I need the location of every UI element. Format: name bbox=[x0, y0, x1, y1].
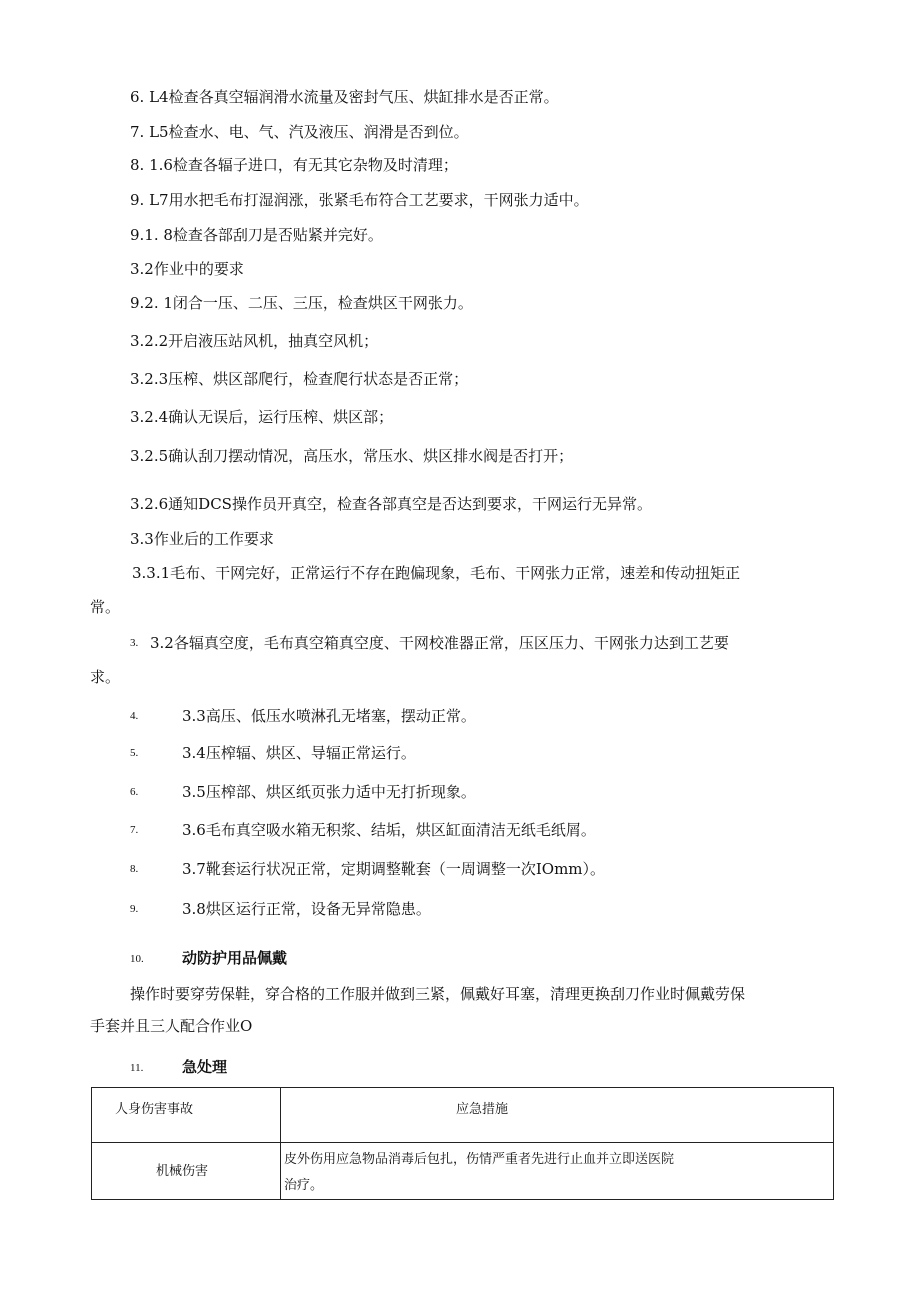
item-line: 3.2.4确认无误后，运行压榨、烘区部； bbox=[130, 408, 394, 426]
item-line: 3.2.2开启液压站风机，抽真空风机； bbox=[130, 332, 379, 350]
table-header-cell bbox=[281, 1088, 834, 1143]
header-measures: 应急措施 bbox=[456, 1102, 509, 1117]
table-cell bbox=[281, 1143, 834, 1200]
item-line: 9.2. 1闭合一压、二压、三压，检查烘区干网张力。 bbox=[130, 294, 473, 312]
item-line: 8. 1.6检查各辐子进口，有无其它杂物及时清理； bbox=[130, 156, 458, 174]
paragraph-line: 操作时要穿劳保鞋，穿合格的工作服并做到三紧，佩戴好耳塞，清理更换刮刀作业时佩戴劳保 bbox=[130, 985, 746, 1003]
item-line-cont: 求。 bbox=[90, 668, 121, 686]
section-heading: 3.2作业中的要求 bbox=[130, 260, 244, 278]
section-heading: 3.3作业后的工作要求 bbox=[130, 530, 274, 548]
item-line: 3.2.3压榨、烘区部爬行，检查爬行状态是否正常； bbox=[130, 370, 469, 388]
injury-type: 机械伤害 bbox=[156, 1164, 209, 1179]
list-number: 5. bbox=[130, 747, 139, 759]
item-line: 3.5压榨部、烘区纸页张力适中无打折现象。 bbox=[182, 783, 476, 801]
header-injury-type: 人身伤害事故 bbox=[115, 1102, 194, 1117]
list-number: 3. bbox=[130, 637, 139, 649]
table-cell bbox=[92, 1143, 281, 1200]
measure-text: 皮外伤用应急物品消毒后包扎，伤情严重者先进行止血并立即送医院 bbox=[284, 1152, 675, 1167]
item-line-cont: 常。 bbox=[90, 598, 121, 616]
item-line: 3.4压榨辐、烘区、导辐正常运行。 bbox=[182, 744, 416, 762]
section-heading: 急处理 bbox=[182, 1058, 228, 1076]
list-number: 6. bbox=[130, 786, 139, 798]
table-header-row bbox=[92, 1088, 834, 1143]
list-number: 7. bbox=[130, 824, 139, 836]
emergency-table bbox=[91, 1087, 834, 1200]
item-line: 3.6毛布真空吸水箱无积浆、结垢，烘区缸面清洁无纸毛纸屑。 bbox=[182, 821, 596, 839]
item-line: 3.2各辐真空度，毛布真空箱真空度、干网校准器正常，压区压力、干网张力达到工艺要 bbox=[150, 634, 729, 652]
list-number: 9. bbox=[130, 903, 139, 915]
list-number: 4. bbox=[130, 710, 139, 722]
item-line: 3.8烘区运行正常，设备无异常隐患。 bbox=[182, 900, 431, 918]
measure-text-cont: 治疗。 bbox=[284, 1178, 324, 1193]
item-line: 3.2.5确认刮刀摆动情况，高压水，常压水、烘区排水阀是否打开； bbox=[130, 447, 574, 465]
item-line: 3.7靴套运行状况正常，定期调整靴套（一周调整一次IOmm）。 bbox=[182, 860, 606, 878]
item-line: 3.3.1毛布、干网完好，正常运行不存在跑偏现象，毛布、干网张力正常，速差和传动扭矩正 bbox=[132, 564, 741, 582]
list-number: 11. bbox=[130, 1062, 144, 1074]
list-number: 10. bbox=[130, 953, 144, 965]
item-line: 9. L7用水把毛布打湿润涨，张紧毛布符合工艺要求，干网张力适中。 bbox=[130, 191, 589, 209]
item-line: 3.3高压、低压水喷淋孔无堵塞，摆动正常。 bbox=[182, 707, 476, 725]
item-line: 9.1. 8检查各部刮刀是否贴紧并完好。 bbox=[130, 226, 383, 244]
item-line: 3.2.6通知DCS操作员开真空，检查各部真空是否达到要求，干网运行无异常。 bbox=[130, 495, 652, 513]
item-line: 6. L4检查各真空辐润滑水流量及密封气压、烘缸排水是否正常。 bbox=[130, 88, 559, 106]
table-header-cell bbox=[92, 1088, 281, 1143]
item-line: 7. L5检查水、电、气、汽及液压、润滑是否到位。 bbox=[130, 123, 469, 141]
paragraph-line-cont: 手套并且三人配合作业O bbox=[90, 1017, 253, 1035]
list-number: 8. bbox=[130, 863, 139, 875]
table-row bbox=[92, 1143, 834, 1200]
section-heading: 动防护用品佩戴 bbox=[182, 949, 288, 967]
